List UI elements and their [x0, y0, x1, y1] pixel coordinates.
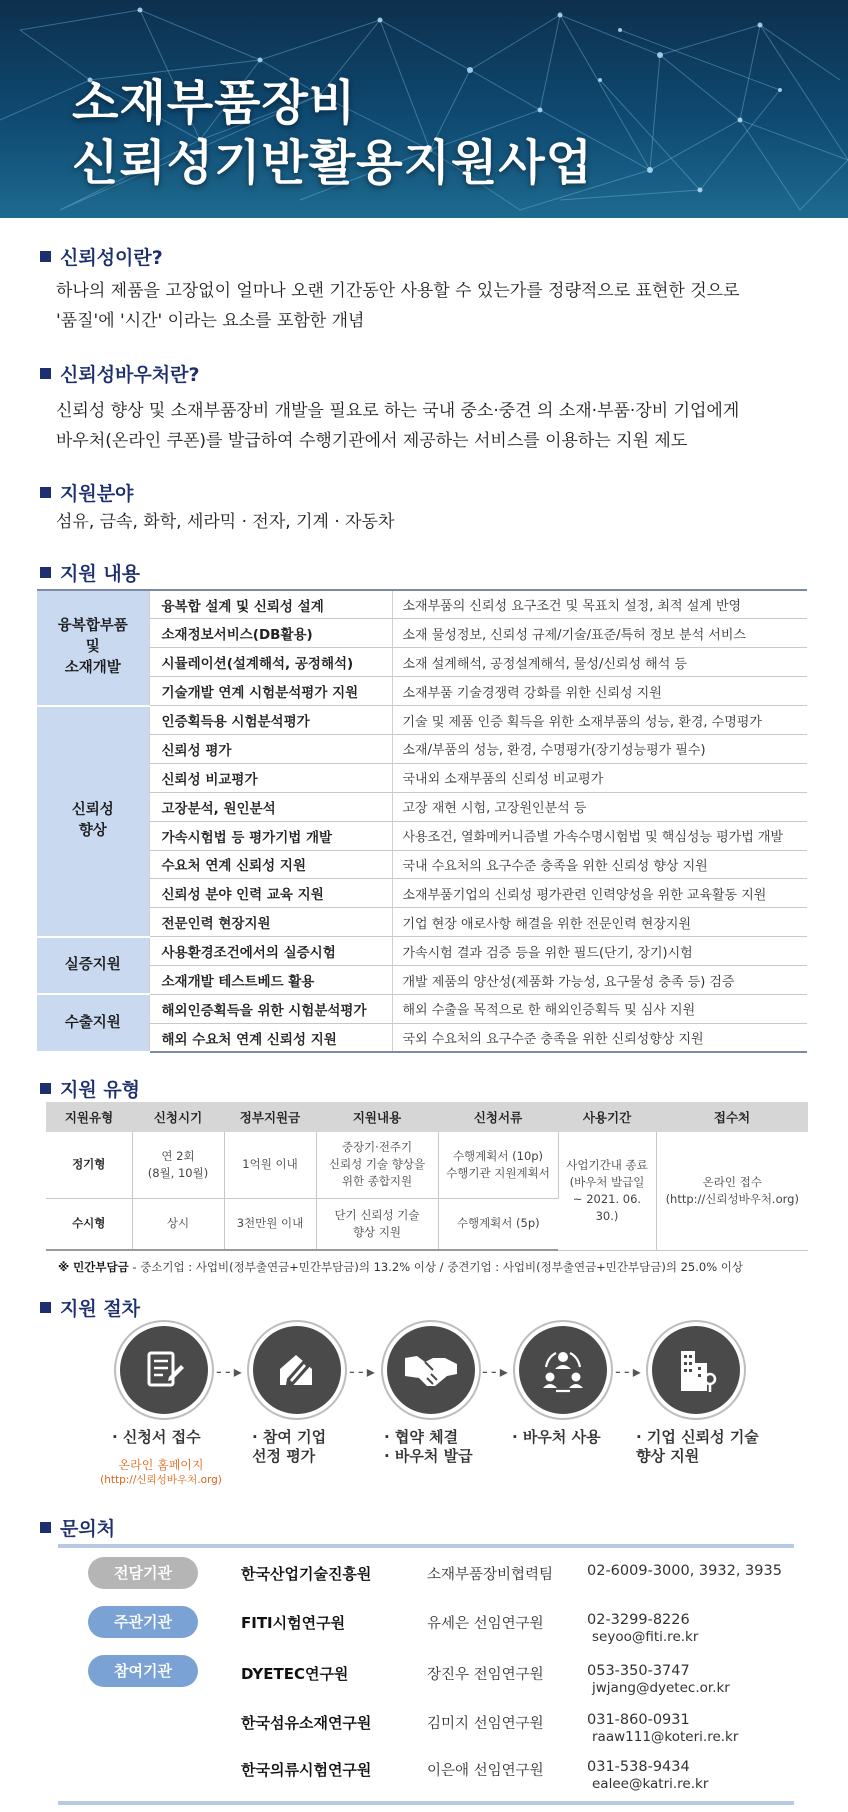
step-circle-3 [381, 1320, 481, 1420]
people-cycle-icon [519, 1326, 607, 1414]
desc-cell: 국내외 소재부품의 신뢰성 비교평가 [392, 763, 807, 792]
table-row [46, 1132, 808, 1198]
step-label-3: · 협약 체결 · 바우처 발급 [384, 1428, 473, 1465]
contact-phone: 02-6009-3000, 3932, 3935 [587, 1563, 782, 1579]
desc-cell: 기술 및 제품 인증 획득을 위한 소재부품의 성능, 환경, 수명평가 [392, 706, 807, 735]
section-heading-fields: 지원분야 [40, 479, 133, 506]
square-bullet-icon [40, 251, 51, 262]
desc-cell: 해외 수출을 목적으로 한 해외인증획득 및 심사 지원 [392, 994, 807, 1023]
section-heading-content: 지원 내용 [40, 559, 140, 586]
item-cell: 신뢰성 분야 인력 교육 지원 [149, 879, 392, 908]
online-homepage-link[interactable]: 온라인 홈페이지 [118, 1458, 204, 1472]
usage-cell: 사업기간내 종료 (바우처 발급일 ~ 2021. 06. 30.) [558, 1132, 656, 1250]
contact-phone: 053-350-3747 [587, 1663, 690, 1679]
table-row [37, 821, 807, 850]
divider-top [58, 1544, 794, 1548]
voucher-line-2: 바우처(온라인 쿠폰)를 발급하여 수행기관에서 제공하는 서비스를 이용하는 지원 제도 [56, 431, 688, 451]
desc-cell: 소재부품기업의 신뢰성 평가관련 인력양성을 위한 교육활동 지원 [392, 879, 807, 908]
role-pill-participant: 참여기관 [88, 1655, 198, 1687]
arrow-icon: - - ▸ [216, 1362, 241, 1381]
divider-bottom [58, 1801, 794, 1805]
column-header: 지원내용 [316, 1102, 438, 1132]
table-row [37, 763, 807, 792]
reliability-line-1: 하나의 제품을 고장없이 얼마나 오랜 기간동안 사용할 수 있는가를 정량적으로 표현한 것으로 [56, 281, 740, 301]
step-circle-5 [646, 1320, 746, 1420]
category-cell: 실증지원 [37, 937, 149, 995]
support-type-table [46, 1102, 808, 1251]
role-pill-host: 주관기관 [88, 1606, 198, 1638]
desc-cell: 국외 수요처의 요구수준 충족을 위한 신뢰성향상 지원 [392, 1023, 807, 1052]
desc-cell: 가속시험 결과 검증 등을 위한 필드(단기, 장기)시험 [392, 937, 807, 966]
square-bullet-icon [40, 487, 51, 498]
table-row [37, 734, 807, 763]
square-bullet-icon [40, 368, 51, 379]
contact-phone: 031-538-9434 [587, 1759, 690, 1775]
table-row [37, 792, 807, 821]
docs-cell: 수행계획서 (10p) 수행기관 지원계획서 [438, 1132, 558, 1198]
column-header: 정부지원금 [224, 1102, 316, 1132]
category-cell: 신뢰성 향상 [37, 706, 149, 937]
column-header: 지원유형 [46, 1102, 132, 1132]
desc-cell: 사용조건, 열화메커니즘별 가속수명시험법 및 핵심성능 평가법 개발 [392, 821, 807, 850]
desc-cell: 소재 물성정보, 신뢰성 규제/기술/표준/특허 정보 분석 서비스 [392, 619, 807, 648]
contact-email[interactable]: raaw111@koteri.re.kr [592, 1729, 739, 1745]
fields-text: 섬유, 금속, 화학, 세라믹 · 전자, 기계 · 자동차 [56, 512, 395, 532]
item-cell: 해외 수요처 연계 신뢰성 지원 [149, 1023, 392, 1052]
contact-phone-block [587, 1663, 730, 1697]
table-row [37, 619, 807, 648]
contact-phone-block [587, 1759, 708, 1793]
table-row [37, 590, 807, 619]
item-cell: 시뮬레이션(설계해석, 공정해석) [149, 648, 392, 677]
item-cell: 해외인증획득을 위한 시험분석평가 [149, 994, 392, 1023]
table-row [37, 994, 807, 1023]
online-homepage-url[interactable]: (http://신뢰성바우처.org) [100, 1474, 222, 1486]
reception-cell: 온라인 접수 (http://신뢰성바우처.org) [656, 1132, 808, 1250]
category-cell: 융복합부품 및 소재개발 [37, 590, 149, 706]
column-header: 신청시기 [132, 1102, 224, 1132]
contact-phone-block [587, 1563, 782, 1580]
contact-org: 한국산업기술진흥원 [241, 1565, 372, 1583]
desc-cell: 기업 현장 애로사항 해결을 위한 전문인력 현장지원 [392, 908, 807, 937]
desc-cell: 소재 설계해석, 공정설계해석, 물성/신뢰성 해석 등 [392, 648, 807, 677]
table-row [37, 648, 807, 677]
title-line-1: 소재부품장비 [72, 75, 357, 131]
item-cell: 신뢰성 평가 [149, 734, 392, 763]
column-header: 신청서류 [438, 1102, 558, 1132]
desc-cell: 국내 수요처의 요구수준 충족을 위한 신뢰성 향상 지원 [392, 850, 807, 879]
reliability-line-2: '품질'에 '시간' 이라는 요소를 포함한 개념 [56, 311, 365, 331]
table-row [37, 937, 807, 966]
type-name-cell: 정기형 [46, 1132, 132, 1198]
item-cell: 전문인력 현장지원 [149, 908, 392, 937]
title-line-2: 신뢰성기반활용지원사업 [72, 135, 594, 191]
note-label: ※ 민간부담금 [58, 1260, 129, 1274]
contact-email[interactable]: ealee@katri.re.kr [592, 1776, 709, 1792]
item-cell: 가속시험법 등 평가기법 개발 [149, 821, 392, 850]
desc-cell: 소재부품의 신뢰성 요구조건 및 목표치 설정, 최적 설계 반영 [392, 590, 807, 619]
hero-banner [0, 0, 848, 218]
category-cell: 수출지원 [37, 994, 149, 1052]
content-cell: 단기 신뢰성 기술 향상 지원 [316, 1198, 438, 1250]
square-bullet-icon [40, 567, 51, 578]
docs-cell: 수행계획서 (5p) [438, 1198, 558, 1250]
contact-person: 이은애 선임연구원 [427, 1763, 544, 1779]
table-row [37, 850, 807, 879]
contact-person: 김미지 선임연구원 [427, 1716, 544, 1732]
step-circle-1 [114, 1320, 214, 1420]
item-cell: 사용환경조건에서의 실증시험 [149, 937, 392, 966]
desc-cell: 소재부품 기술경쟁력 강화를 위한 신뢰성 지원 [392, 677, 807, 706]
grant-cell: 1억원 이내 [224, 1132, 316, 1198]
item-cell: 수요처 연계 신뢰성 지원 [149, 850, 392, 879]
item-cell: 신뢰성 비교평가 [149, 763, 392, 792]
private-share-note [58, 1259, 743, 1275]
table-row [37, 706, 807, 735]
table-row [37, 908, 807, 937]
table-row [37, 879, 807, 908]
type-name-cell: 수시형 [46, 1198, 132, 1250]
column-header: 접수처 [656, 1102, 808, 1132]
period-cell: 연 2회 (8월, 10월) [132, 1132, 224, 1198]
arrow-icon: - - ▸ [482, 1362, 507, 1381]
contact-phone-block [587, 1712, 738, 1746]
item-cell: 인증획득용 시험분석평가 [149, 706, 392, 735]
contact-email[interactable]: jwjang@dyetec.or.kr [592, 1680, 730, 1696]
contact-email[interactable]: seyoo@fiti.re.kr [592, 1629, 699, 1645]
square-bullet-icon [40, 1302, 51, 1313]
item-cell: 융복합 설계 및 신뢰성 설계 [149, 590, 392, 619]
arrow-icon: - - ▸ [349, 1362, 374, 1381]
section-heading-voucher: 신뢰성바우처란? [40, 360, 200, 387]
document-icon [120, 1326, 208, 1414]
contact-org: 한국의류시험연구원 [241, 1761, 372, 1779]
step-label-5: · 기업 신뢰성 기술 향상 지원 [636, 1428, 759, 1465]
table-row [37, 677, 807, 706]
arrow-icon: - - ▸ [615, 1362, 640, 1381]
role-pill-lead: 전담기관 [88, 1557, 198, 1589]
step-label-1: · 신청서 접수 [112, 1428, 201, 1446]
contact-org: DYETEC연구원 [241, 1665, 349, 1683]
square-bullet-icon [40, 1083, 51, 1094]
contact-person: 유세은 선임연구원 [427, 1616, 544, 1632]
item-cell: 소재개발 테스트베드 활용 [149, 966, 392, 995]
section-heading-contacts: 문의처 [40, 1514, 115, 1541]
voucher-line-1: 신뢰성 향상 및 소재부품장비 개발을 필요로 하는 국내 중소·중견 의 소재·부품·장비 기업에게 [56, 401, 740, 421]
contact-phone: 02-3299-8226 [587, 1612, 690, 1628]
handshake-icon [387, 1326, 475, 1414]
note-text: - 중소기업 : 사업비(정부출연금+민간부담금)의 13.2% 이상 / 중견기업 : 사업비(정부출연금+민간부담금)의 25.0% 이상 [128, 1260, 744, 1274]
column-header: 사용기간 [558, 1102, 656, 1132]
building-icon [652, 1326, 740, 1414]
section-heading-reliability: 신뢰성이란? [40, 243, 163, 270]
desc-cell: 소재/부품의 성능, 환경, 수명평가(장기성능평가 필수) [392, 734, 807, 763]
step-circle-4 [513, 1320, 613, 1420]
table-header-row [46, 1102, 808, 1132]
contact-org: FITI시험연구원 [241, 1614, 346, 1632]
section-heading-types: 지원 유형 [40, 1075, 140, 1102]
contact-phone-block [587, 1612, 698, 1646]
item-cell: 소재정보서비스(DB활용) [149, 619, 392, 648]
item-cell: 기술개발 연계 시험분석평가 지원 [149, 677, 392, 706]
desc-cell: 고장 재현 시험, 고장원인분석 등 [392, 792, 807, 821]
contact-person: 소재부품장비협력팀 [427, 1567, 554, 1583]
support-content-table [37, 589, 807, 1053]
grant-cell: 3천만원 이내 [224, 1198, 316, 1250]
desc-cell: 개발 제품의 양산성(제품화 가능성, 요구물성 충족 등) 검증 [392, 966, 807, 995]
item-cell: 고장분석, 원인분석 [149, 792, 392, 821]
contact-phone: 031-860-0931 [587, 1712, 690, 1728]
content-cell: 중장기·전주기 신뢰성 기술 향상을 위한 종합지원 [316, 1132, 438, 1198]
step-circle-2 [247, 1320, 347, 1420]
pencil-icon [253, 1326, 341, 1414]
contact-org: 한국섬유소재연구원 [241, 1714, 372, 1732]
section-heading-procedure: 지원 절차 [40, 1294, 140, 1321]
table-row [37, 1023, 807, 1052]
square-bullet-icon [40, 1522, 51, 1533]
step-label-4: · 바우처 사용 [512, 1428, 601, 1446]
step-label-2: · 참여 기업 선정 평가 [252, 1428, 327, 1465]
period-cell: 상시 [132, 1198, 224, 1250]
table-row [37, 966, 807, 995]
contact-person: 장진우 전임연구원 [427, 1667, 544, 1683]
